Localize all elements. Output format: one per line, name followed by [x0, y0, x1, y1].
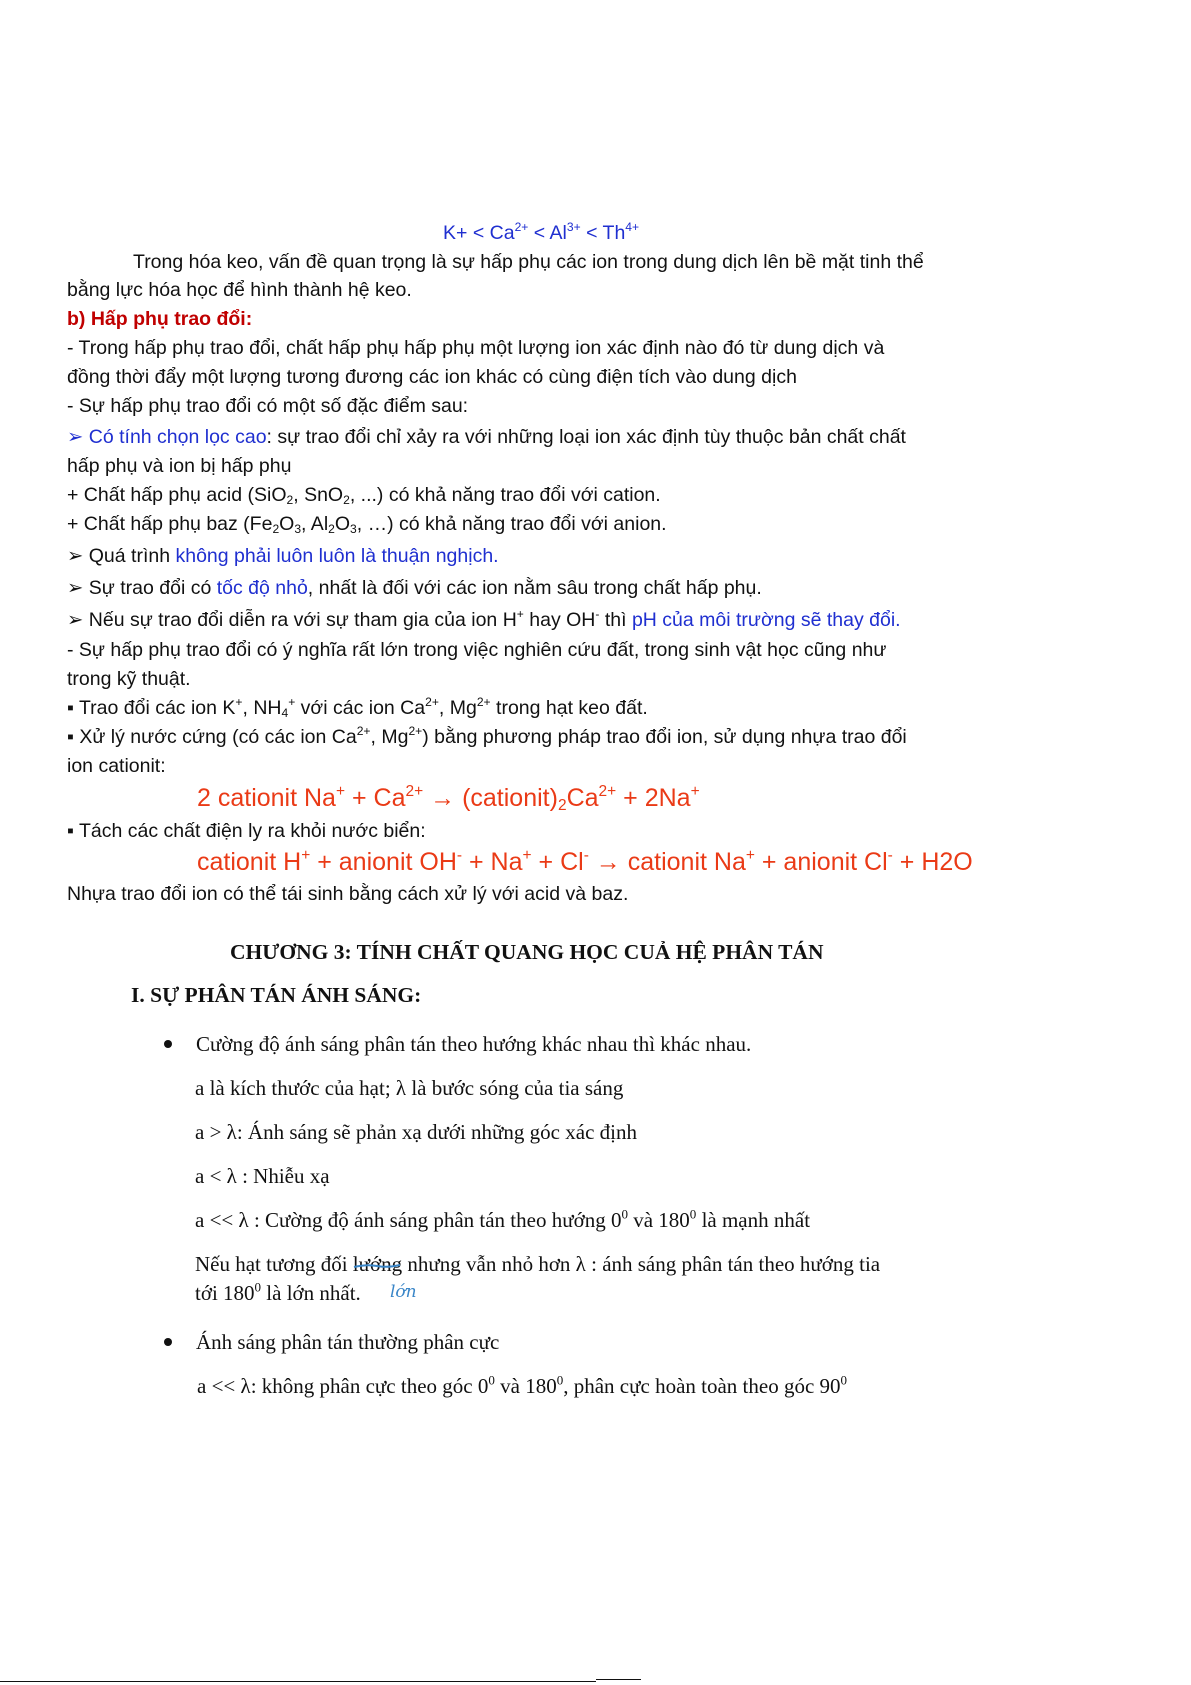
handwritten-note: lớn — [390, 1282, 417, 1302]
bullet-intensity: Cường độ ánh sáng phân tán theo hướng khác nhau thì khác nhau. — [196, 1032, 752, 1056]
definition-line2: đồng thời đẩy một lượng tương đương các ion khác có cùng điện tích vào dung dịch — [67, 366, 797, 388]
meaning-line2: trong kỹ thuật. — [67, 668, 191, 690]
arrow-bullet-icon: ➢ — [67, 609, 84, 631]
meaning-line1: - Sự hấp phụ trao đổi có ý nghĩa rất lớn trong việc nghiên cứu đất, trong sinh vật học cũng như — [67, 639, 887, 661]
selectivity-label: Có tính chọn lọc cao — [88, 426, 267, 448]
handwritten-underline — [352, 1263, 402, 1269]
definition-line1: - Trong hấp phụ trao đổi, chất hấp phụ hấp phụ một lượng ion xác định nào đó từ dung dịch và — [67, 337, 885, 359]
diffraction-line: a < λ : Nhiễu xạ — [195, 1164, 330, 1188]
section-b-heading: b) Hấp phụ trao đổi: — [67, 308, 253, 330]
ph-line: ➢ Nếu sự trao đổi diễn ra với sự tham gia của ion H+ hay OH- thì pH của môi trường sẽ thay đổi. — [67, 607, 901, 631]
footer-rule-segment — [596, 1679, 641, 1680]
section-i-heading: I. SỰ PHÂN TÁN ÁNH SÁNG: — [131, 983, 422, 1007]
arrow-bullet-icon: ➢ — [67, 577, 84, 599]
selectivity-line1: ➢ Có tính chọn lọc cao: sự trao đổi chỉ xảy ra với những loại ion xác định tùy thuộc bản chất chất — [67, 426, 906, 448]
seawater-line: ▪ Tách các chất điện ly ra khỏi nước biển: — [67, 820, 426, 842]
bullet-polarization: Ánh sáng phân tán thường phân cực — [196, 1330, 500, 1354]
hard-water-line2: ion cationit: — [67, 755, 166, 777]
arrow-bullet-icon: ➢ — [67, 545, 84, 567]
equation-seawater: cationit H+ + anionit OH- + Na+ + Cl- → cationit Na+ + anionit Cl- + H2O — [197, 846, 973, 876]
intro-paragraph-line1: Trong hóa keo, vấn đề quan trọng là sự hấp phụ các ion trong dung dịch lên bề mặt tinh thể — [133, 251, 924, 273]
large-particle-line1: Nếu hạt tương đối lướng nhưng vẫn nhỏ hơn λ : ánh sáng phân tán theo hướng tia — [195, 1252, 881, 1276]
bullet-dot-icon — [164, 1338, 172, 1346]
selectivity-line2: hấp phụ và ion bị hấp phụ — [67, 455, 292, 477]
reflection-line: a > λ: Ánh sáng sẽ phản xạ dưới những góc xác định — [195, 1120, 637, 1144]
bullet-dot-icon — [164, 1040, 172, 1048]
chapter-title: CHƯƠNG 3: TÍNH CHẤT QUANG HỌC CUẢ HỆ PHÂN TÁN — [230, 940, 824, 964]
footer-rule — [0, 1681, 596, 1682]
polarization-line: a << λ: không phân cực theo góc $0^0$ và $180^0$, phân cực hoàn toàn theo góc $90^0$ — [197, 1372, 848, 1398]
intro-paragraph-line2: bằng lực hóa học để hình thành hệ keo. — [67, 279, 412, 301]
features-intro: - Sự hấp phụ trao đổi có một số đặc điểm sau: — [67, 395, 469, 417]
large-particle-line2: tới $180^0$ là lớn nhất. — [195, 1279, 361, 1305]
base-adsorbent-line: + Chất hấp phụ baz ($Fe_2O_3$, $Al_2O_3$, …) có khả năng trao đổi với anion. — [67, 513, 667, 537]
speed-line: ➢ Sự trao đổi có tốc độ nhỏ, nhất là đối với các ion nằm sâu trong chất hấp phụ. — [67, 577, 762, 599]
regeneration-line: Nhựa trao đổi ion có thể tái sinh bằng cách xử lý với acid và baz. — [67, 883, 629, 905]
equation-cationit: 2 cationit $Na^+ + Ca^{2+}$ → $(cationit)_2Ca^{2+} + 2Na^+$ — [197, 782, 700, 814]
acid-adsorbent-line: + Chất hấp phụ acid (SiO$_2$, SnO$_2$, ...) có khả năng trao đổi với cation. — [67, 484, 661, 508]
soil-exchange-line: ▪ Trao đổi các ion K+, $NH_4^+$ với các ion $Ca^{2+}$, $Mg^{2+}$ trong hạt keo đất. — [67, 695, 648, 721]
ion-series: $K+ < Ca^{2+} < Al^{3+} < Th^{4+}$ — [443, 220, 640, 244]
strong-scattering-line: a << λ : Cường độ ánh sáng phân tán theo hướng $0^0$ và $180^0$ là mạnh nhất — [195, 1206, 811, 1232]
size-wavelength-line: a là kích thước của hạt; λ là bước sóng của tia sáng — [195, 1076, 624, 1100]
hard-water-line1: ▪ Xử lý nước cứng (có các ion $Ca^{2+}$, $Mg^{2+}$) bằng phương pháp trao đổi ion, sử dụng nhựa trao đổi — [67, 724, 907, 748]
reversibility-line: ➢ Quá trình không phải luôn luôn là thuận nghịch. — [67, 545, 499, 567]
arrow-bullet-icon: ➢ — [67, 426, 84, 448]
